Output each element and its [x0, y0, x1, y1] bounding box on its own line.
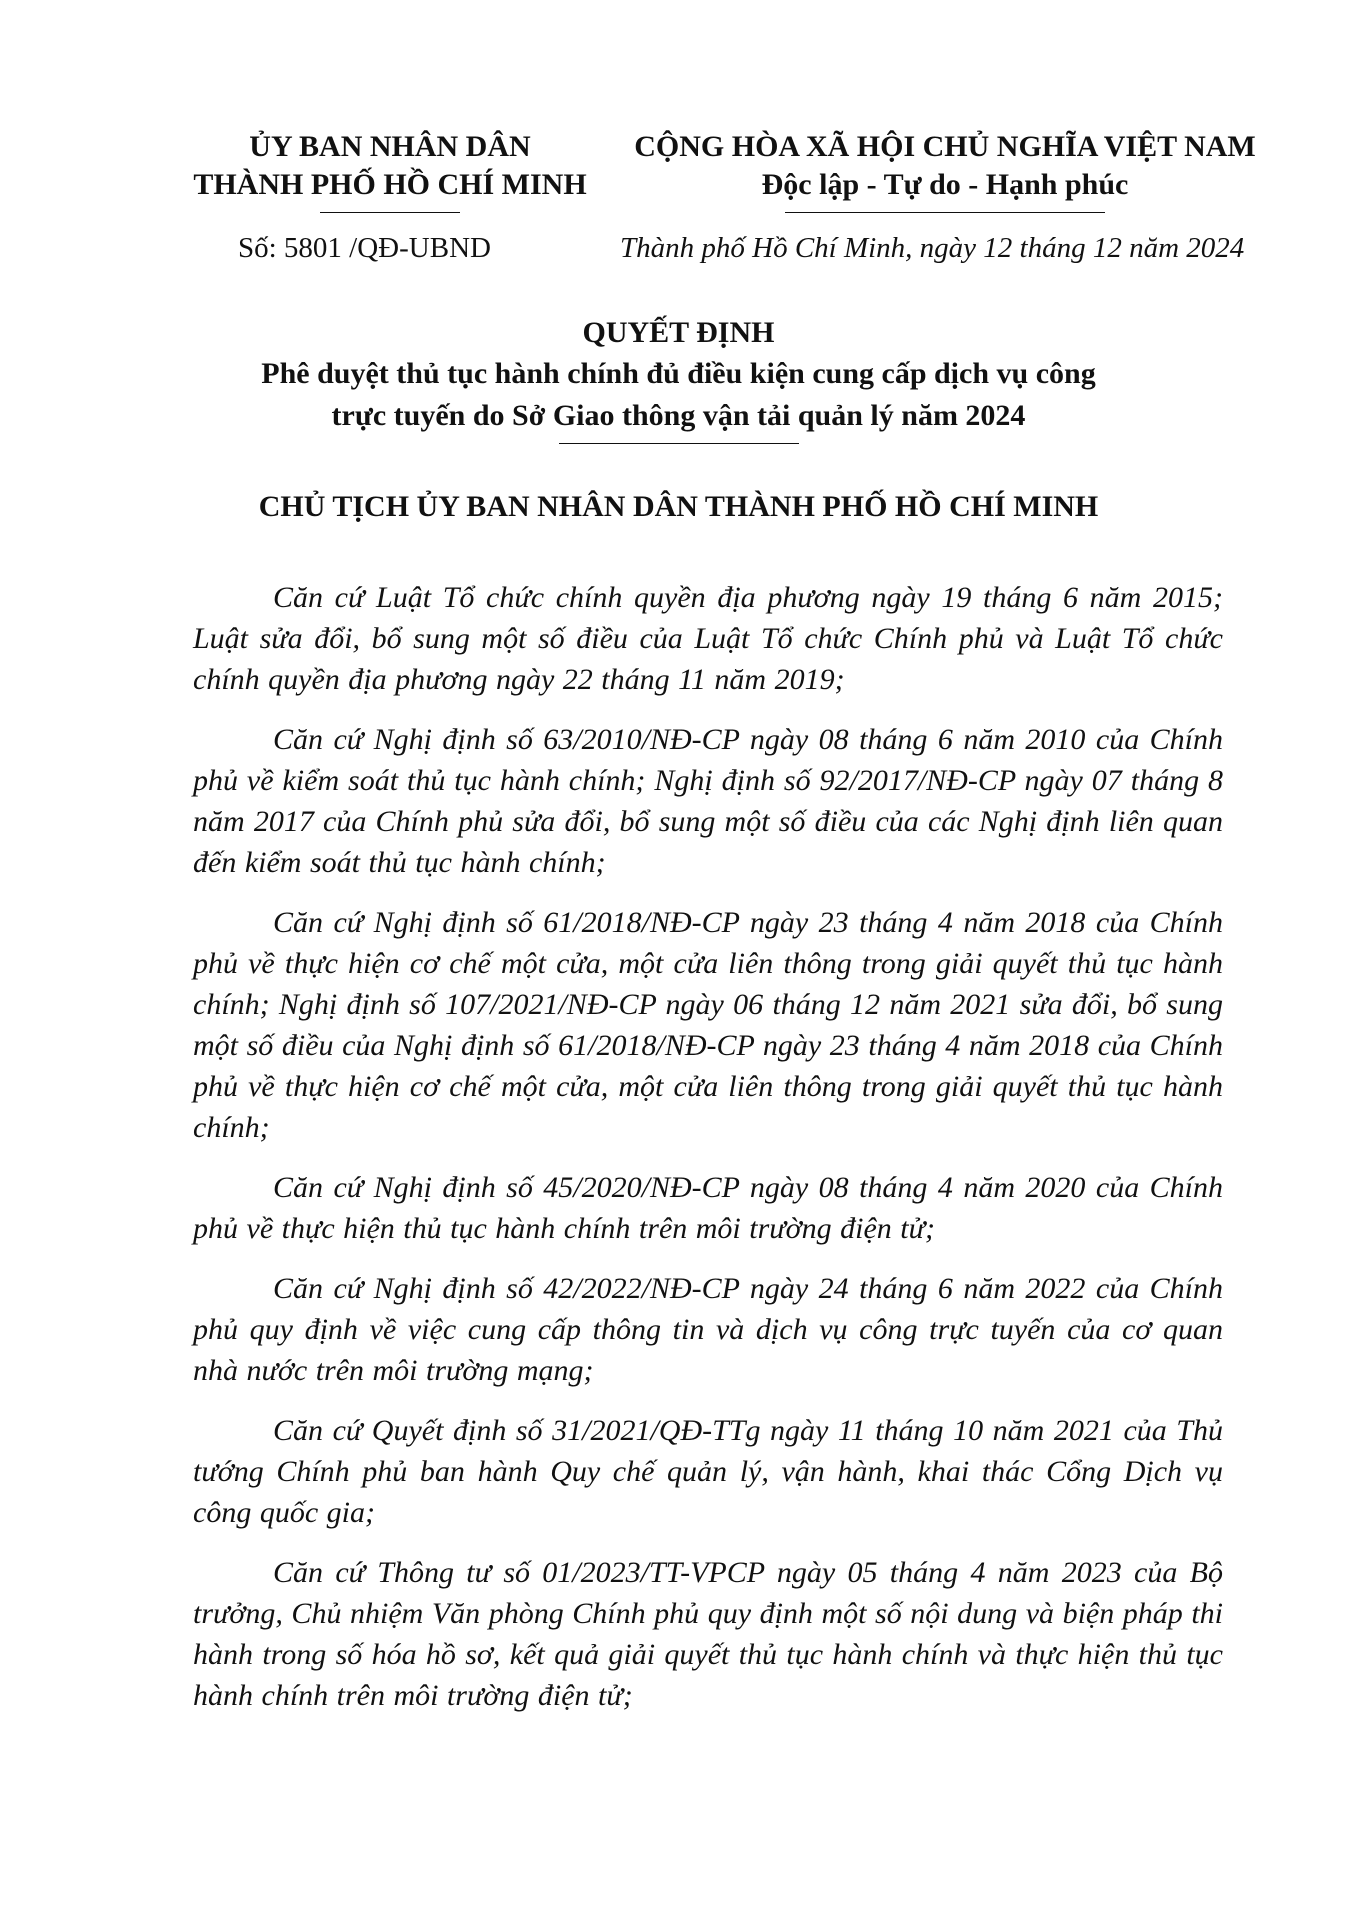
legal-basis-paragraph: Căn cứ Luật Tổ chức chính quyền địa phương ngày 19 tháng 6 năm 2015; Luật sửa đổi, bổ sung một số điều của Luật Tổ chức Chính phủ và Luật Tổ chức chính quyền địa phương ngày 22 tháng 11 năm 2019; [193, 581, 1223, 696]
document-title [0, 313, 1357, 444]
issuing-agency [190, 128, 590, 213]
motto-underline [785, 212, 1105, 213]
legal-basis-paragraph: Căn cứ Nghị định số 42/2022/NĐ-CP ngày 24 tháng 6 năm 2022 của Chính phủ quy định về việc cung cấp thông tin và dịch vụ công trực tuyến của cơ quan nhà nước trên môi trường mạng; [193, 1272, 1223, 1387]
agency-line-2: THÀNH PHỐ HỒ CHÍ MINH [193, 168, 587, 201]
legal-basis-paragraph: Căn cứ Thông tư số 01/2023/TT-VPCP ngày 05 tháng 4 năm 2023 của Bộ trưởng, Chủ nhiệm Văn phòng Chính phủ quy định một số nội dung và biện pháp thi hành trong số hóa hồ sơ, kết quả giải quyết thủ tục hành chính và thực hiện thủ tục hành chính trên môi trường điện tử; [193, 1556, 1223, 1712]
authority-heading: CHỦ TỊCH ỦY BAN NHÂN DÂN THÀNH PHỐ HỒ CHÍ MINH [258, 490, 1099, 523]
title-main: QUYẾT ĐỊNH [582, 316, 775, 349]
legal-basis-paragraph: Căn cứ Nghị định số 45/2020/NĐ-CP ngày 08 tháng 4 năm 2020 của Chính phủ về thực hiện thủ tục hành chính trên môi trường điện tử; [193, 1171, 1223, 1245]
document-number: Số: 5801 /QĐ-UBND [238, 232, 491, 264]
agency-line-1: ỦY BAN NHÂN DÂN [249, 130, 531, 163]
national-motto [625, 128, 1265, 213]
legal-basis-paragraph: Căn cứ Nghị định số 63/2010/NĐ-CP ngày 08 tháng 6 năm 2010 của Chính phủ về kiểm soát thủ tục hành chính; Nghị định số 92/2017/NĐ-CP ngày 07 tháng 8 năm 2017 của Chính phủ sửa đổi, bổ sung một số điều của các Nghị định liên quan đến kiểm soát thủ tục hành chính; [193, 723, 1223, 879]
title-sub-line-2: trực tuyến do Sở Giao thông vận tải quản lý năm 2024 [331, 399, 1026, 432]
document-date: Thành phố Hồ Chí Minh, ngày 12 tháng 12 năm 2024 [620, 232, 1245, 264]
agency-underline [320, 212, 460, 213]
legal-basis-paragraph: Căn cứ Nghị định số 61/2018/NĐ-CP ngày 23 tháng 4 năm 2018 của Chính phủ về thực hiện cơ chế một cửa, một cửa liên thông trong giải quyết thủ tục hành chính; Nghị định số 107/2021/NĐ-CP ngày 06 tháng 12 năm 2021 sửa đổi, bổ sung một số điều của Nghị định số 61/2018/NĐ-CP ngày 23 tháng 4 năm 2018 của Chính phủ về thực hiện cơ chế một cửa, một cửa liên thông trong giải quyết thủ tục hành chính; [193, 906, 1223, 1144]
legal-basis-paragraph: Căn cứ Quyết định số 31/2021/QĐ-TTg ngày 11 tháng 10 năm 2021 của Thủ tướng Chính phủ ban hành Quy chế quản lý, vận hành, khai thác Cổng Dịch vụ công quốc gia; [193, 1414, 1223, 1529]
document-body [193, 577, 1223, 1735]
country-name: CỘNG HÒA XÃ HỘI CHỦ NGHĨA VIỆT NAM [634, 130, 1256, 163]
title-underline [559, 443, 799, 444]
motto-line: Độc lập - Tự do - Hạnh phúc [761, 168, 1129, 201]
title-sub-line-1: Phê duyệt thủ tục hành chính đủ điều kiện cung cấp dịch vụ công [261, 357, 1096, 390]
